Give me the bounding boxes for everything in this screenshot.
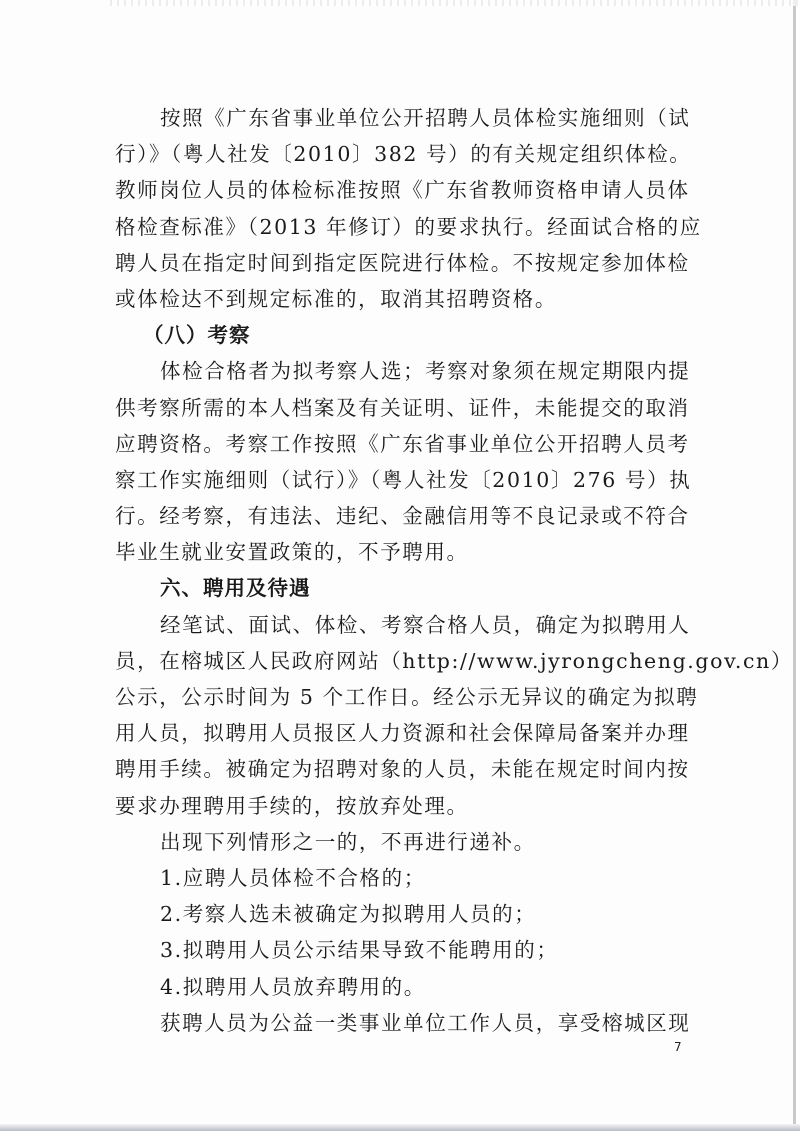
scan-artifact-top (110, 0, 800, 6)
document-body (115, 100, 793, 1041)
paragraph-physical-exam (115, 100, 702, 317)
list-item: 2.考察人选未被确定为拟聘用人员的； (160, 902, 537, 927)
text-line: 应聘资格。考察工作按照《广东省事业单位公开招聘人员考 (115, 431, 690, 456)
text-line: 供考察所需的本人档案及有关证明、证件，未能提交的取消 (115, 395, 690, 420)
text-line: 行）》（粤人社发〔2010〕382 号）的有关规定组织体检。 (115, 142, 692, 167)
text-line: 经笔试、面试、体检、考察合格人员，确定为拟聘用人 (160, 612, 691, 637)
list-item: 3.拟聘用人员公示结果导致不能聘用的； (160, 938, 559, 963)
conditions-list (115, 860, 680, 1005)
text-line: 公示，公示时间为 5 个工作日。经公示无异议的确定为拟聘 (115, 685, 699, 709)
no-replacement-intro: 出现下列情形之一的，不再进行递补。 (160, 829, 536, 854)
text-line: 格检查标准》（2013 年修订）的要求执行。经面试合格的应 (115, 214, 702, 239)
text-line: 察工作实施细则（试行）》（粤人社发〔2010〕276 号）执 (115, 467, 692, 492)
section-employment (115, 570, 793, 1040)
text-line: 或体检达不到规定标准的，取消其招聘资格。 (115, 286, 557, 311)
section-inspection (115, 317, 692, 570)
list-item: 1.应聘人员体检不合格的； (160, 865, 426, 890)
text-line: 行。经考察，有违法、违纪、金融信用等不良记录或不符合 (115, 504, 690, 529)
text-line-with-url: 员，在榕城区人民政府网站（http://www.jyrongcheng.gov.cn） (115, 648, 793, 673)
text-line: 体检合格者为拟考察人选；考察对象须在规定期限内提 (160, 359, 691, 384)
text-line: 用人员，拟聘用人员报区人力资源和社会保障局备案并办理 (115, 721, 690, 746)
text-line: 要求办理聘用手续的，按放弃处理。 (115, 793, 469, 818)
text-line: 聘人员在指定时间到指定医院进行体检。不按规定参加体检 (115, 250, 690, 275)
section-heading-inspection: （八）考察 (143, 323, 251, 348)
benefits-line: 获聘人员为公益一类事业单位工作人员，享受榕城区现 (160, 1010, 691, 1035)
text-line: 按照《广东省事业单位公开招聘人员体检实施细则（试 (160, 106, 691, 130)
text-line: 毕业生就业安置政策的，不予聘用。 (115, 540, 469, 565)
text-line: 聘用手续。被确定为招聘对象的人员，未能在规定时间内按 (115, 757, 690, 782)
page-number: 7 (674, 1040, 682, 1054)
list-item: 4.拟聘用人员放弃聘用的。 (160, 974, 426, 999)
text-line: 教师岗位人员的体检标准按照《广东省教师资格申请人员体 (115, 178, 690, 203)
scan-artifact-bottom (0, 1124, 800, 1131)
section-heading-employment: 六、聘用及待遇 (160, 576, 311, 601)
